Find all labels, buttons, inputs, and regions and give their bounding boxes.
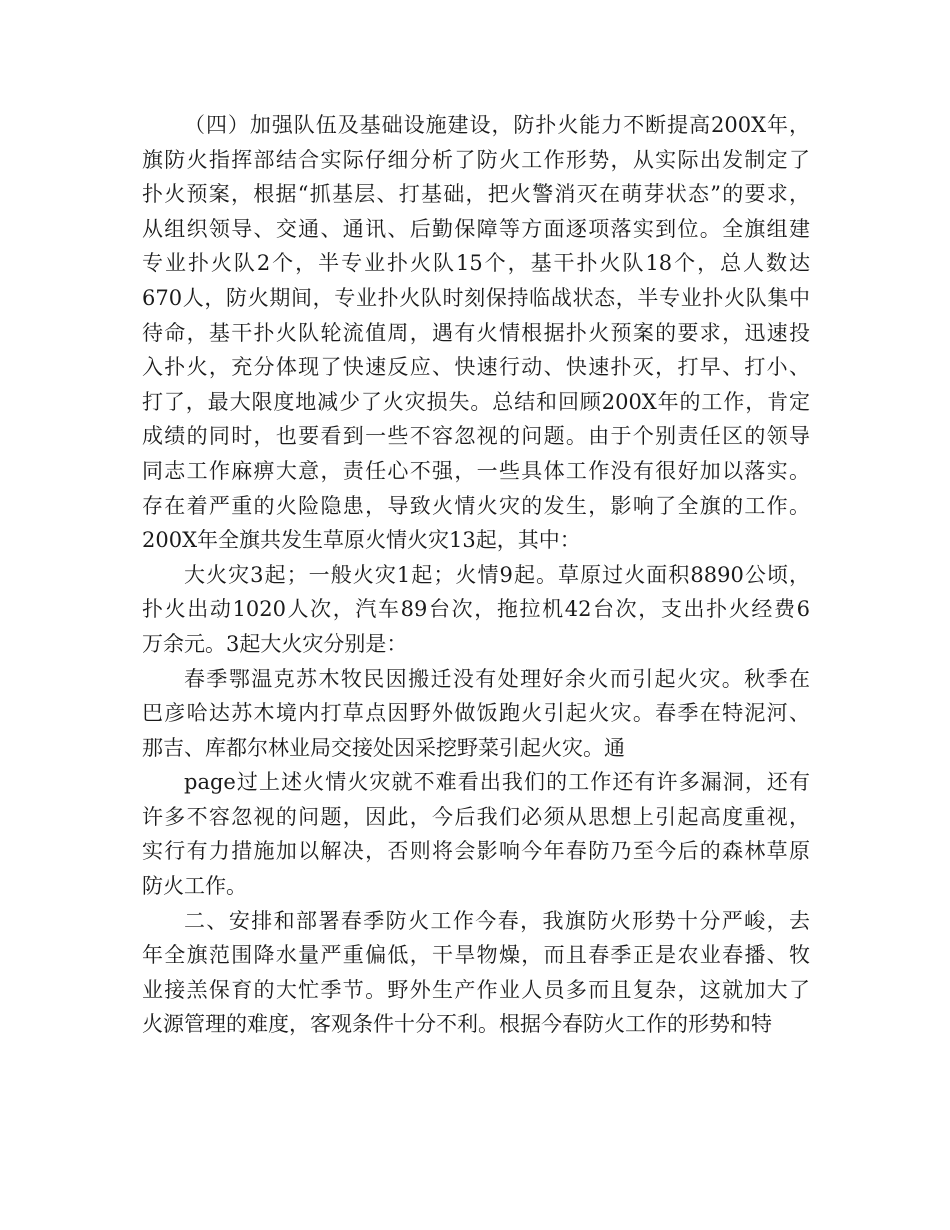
text-line: 年全旗范围降水量严重偏低，干旱物燥，而且春季正是农业春播、牧	[142, 943, 810, 968]
text-line: 巴彦哈达苏木境内打草点因野外做饭跑火引起火灾。春季在特泥河、	[142, 701, 810, 726]
paragraph	[142, 558, 810, 662]
text-line: 成绩的同时，也要看到一些不容忽视的问题。由于个别责任区的领导	[142, 424, 810, 449]
paragraph	[142, 108, 810, 558]
text-line: 同志工作麻痹大意，责任心不强，一些具体工作没有很好加以落实。	[142, 458, 810, 483]
text-line: （四）加强队伍及基础设施建设，防扑火能力不断提高200X年，	[184, 113, 810, 137]
text-line: 防火工作。	[142, 874, 247, 899]
paragraph	[142, 904, 810, 1042]
document-body	[142, 108, 810, 1042]
text-line: 专业扑火队2个，半专业扑火队15个，基干扑火队18个，总人数达	[142, 251, 810, 276]
text-line: 670人，防火期间，专业扑火队时刻保持临战状态，半专业扑火队集中	[142, 285, 810, 310]
text-line: 火源管理的难度，客观条件十分不利。根据今春防火工作的形势和特	[142, 1012, 772, 1037]
text-line: 待命，基干扑火队轮流值周，遇有火情根据扑火预案的要求，迅速投	[142, 320, 810, 345]
text-line: 二、安排和部署春季防火工作今春，我旗防火形势十分严峻，去	[184, 908, 810, 933]
text-line: 许多不容忽视的问题，因此，今后我们必须从思想上引起高度重视，	[142, 804, 810, 829]
text-line: 从组织领导、交通、通讯、后勤保障等方面逐项落实到位。全旗组建	[142, 216, 810, 241]
text-line: 打了，最大限度地减少了火灾损失。总结和回顾200X年的工作，肯定	[142, 389, 810, 414]
text-line: 存在着严重的火险隐患，导致火情火灾的发生，影响了全旗的工作。	[142, 493, 810, 518]
text-line: 实行有力措施加以解决，否则将会影响今年春防乃至今后的森林草原	[142, 839, 810, 864]
text-line: 春季鄂温克苏木牧民因搬迁没有处理好余火而引起火灾。秋季在	[184, 666, 810, 691]
text-line: 扑火出动1020人次，汽车89台次，拖拉机42台次，支出扑火经费6	[142, 597, 810, 622]
paragraph	[142, 765, 810, 903]
text-line: 万余元。3起大火灾分别是：	[142, 631, 408, 656]
paragraph	[142, 662, 810, 766]
text-line: 入扑火，充分体现了快速反应、快速行动、快速扑灭，打早、打小、	[142, 355, 810, 380]
text-line: 200X年全旗共发生草原火情火灾13起，其中：	[142, 528, 581, 553]
text-line: 旗防火指挥部结合实际仔细分析了防火工作形势，从实际出发制定了	[142, 147, 810, 172]
text-line: 扑火预案，根据“抓基层、打基础，把火警消灭在萌芽状态”的要求，	[142, 182, 810, 207]
text-line: 大火灾3起；一般火灾1起；火情9起。草原过火面积8890公顷，	[184, 562, 810, 587]
text-line: 那吉、库都尔林业局交接处因采挖野菜引起火灾。通	[142, 735, 625, 760]
text-line: page过上述火情火灾就不难看出我们的工作还有许多漏洞，还有	[184, 770, 810, 795]
text-line: 业接羔保育的大忙季节。野外生产作业人员多而且复杂，这就加大了	[142, 977, 810, 1002]
